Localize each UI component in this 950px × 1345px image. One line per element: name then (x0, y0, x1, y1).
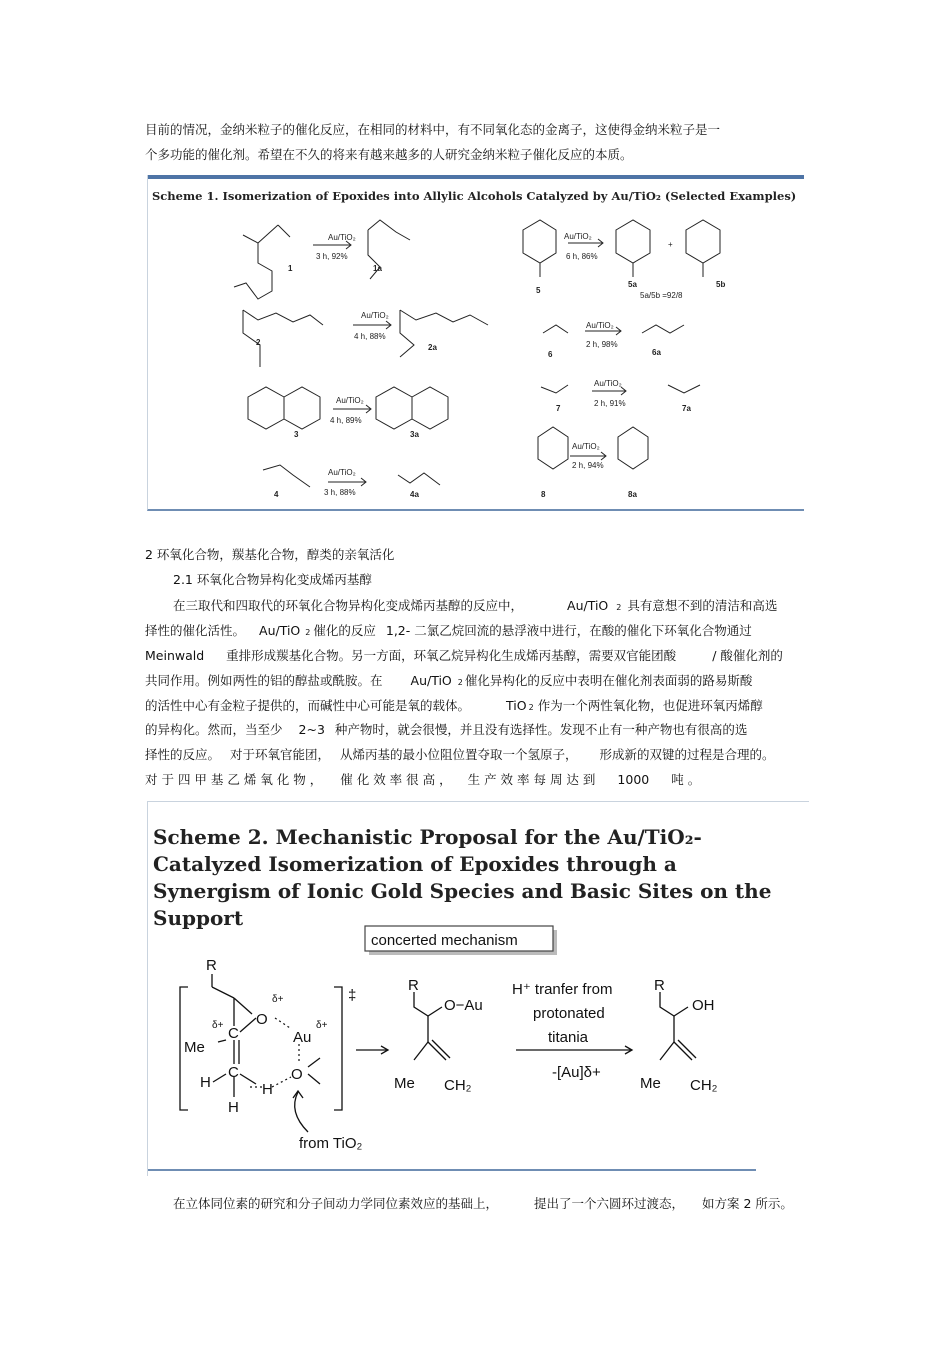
body-line-2: 择性的催化活性。 Au/TiO 2 催化的反应 1,2- 二氯乙烷回流的悬浮液中进行，在酸的催化下环氧化合物通过 (145, 623, 752, 638)
section-subheading: 2.1 环氧化合物异构化变成烯丙基醇 (173, 572, 372, 587)
scheme-1-structures (148, 175, 804, 509)
s1-cond-6: 2 h, 98% (586, 340, 618, 349)
s1-label-6a: 6a (652, 348, 661, 357)
ts-H3: H (228, 1099, 239, 1116)
s1-cat-7: Au/TiO₂ (594, 379, 622, 388)
ts-from-tio2: from TiO₂ (299, 1135, 363, 1152)
concerted-label: concerted mechanism (371, 932, 518, 949)
scheme-2-mechanism (148, 802, 809, 1176)
ts-R: R (206, 957, 217, 974)
s1-label-2a: 2a (428, 343, 437, 352)
s1-label-5a: 5a (628, 280, 637, 289)
ts-O1: O (256, 1011, 268, 1028)
s1-label-6: 6 (548, 350, 553, 359)
s1-label-3: 3 (294, 430, 299, 439)
s1-label-4: 4 (274, 490, 279, 499)
s1-plus: + (668, 240, 673, 249)
int-OAu: O−Au (444, 997, 483, 1014)
s1-ratio-5: 5a/5b =92/8 (640, 291, 683, 300)
body-line-8: 对 于 四 甲 基 乙 烯 氧 化 物 ， 催 化 效 率 很 高 ， 生 产 效 率 每 周 达 到 1000 吨 。 (145, 772, 701, 787)
prod-Me: Me (640, 1075, 661, 1092)
s1-label-8a: 8a (628, 490, 637, 499)
section-heading: 2 环氧化合物，羰基化合物，醇类的亲氧活化 (145, 547, 395, 562)
s1-label-7: 7 (556, 404, 561, 413)
prod-OH: OH (692, 997, 715, 1014)
s1-cond-7: 2 h, 91% (594, 399, 626, 408)
int-R: R (408, 977, 419, 994)
ts-C2: C (228, 1064, 239, 1081)
scheme-2-bottombar (148, 1169, 756, 1171)
s1-cat-1: Au/TiO₂ (328, 233, 356, 242)
arrow-label-1: H⁺ tranfer from (512, 981, 613, 998)
ts-C1: C (228, 1025, 239, 1042)
arrow-below: -[Au]δ+ (552, 1064, 601, 1081)
body-line-6: 的异构化。然而，当至少 2~3 种产物时，就会很慢，并且没有选择性。发现不止有一种产物也有很高的选 (145, 722, 748, 737)
s1-cat-6: Au/TiO₂ (586, 321, 614, 330)
body-line-7: 择性的反应。 对于环氧官能团， 从烯丙基的最小位阻位置夺取一个氢原子， 形成新的双键的过程是合理的。 (145, 747, 775, 762)
ts-Me: Me (184, 1039, 205, 1056)
s1-label-1a: 1a (373, 264, 382, 273)
intro-line-2: 个多功能的催化剂。希望在不久的将来有越来越多的人研究金纳米粒子催化反应的本质。 (145, 147, 633, 162)
body-line-4: 共同作用。例如两性的铝的醇盐或酰胺。在 Au/TiO 2 催化异构化的反应中表明在催化剂表面弱的路易斯酸 (145, 673, 753, 688)
s1-label-3a: 3a (410, 430, 419, 439)
prod-R: R (654, 977, 665, 994)
s1-cond-5: 6 h, 86% (566, 252, 598, 261)
s1-cat-4: Au/TiO₂ (328, 468, 356, 477)
closing-line: 在立体同位素的研究和分子间动力学同位素效应的基础上， 提出了一个六圆环过渡态， 如方案 2 所示。 (173, 1196, 793, 1211)
int-CH2: CH₂ (444, 1077, 472, 1094)
s1-label-8: 8 (541, 490, 546, 499)
prod-CH2: CH₂ (690, 1077, 718, 1094)
s1-cond-8: 2 h, 94% (572, 461, 604, 470)
s1-label-4a: 4a (410, 490, 419, 499)
ts-delta-au: δ+ (316, 1020, 328, 1031)
s1-cond-1: 3 h, 92% (316, 252, 348, 261)
s1-cat-2: Au/TiO₂ (361, 311, 389, 320)
s1-cond-4: 3 h, 88% (324, 488, 356, 497)
arrow-label-2: protonated (533, 1005, 605, 1022)
ts-delta-o: δ+ (272, 994, 284, 1005)
body-line-1: 在三取代和四取代的环氧化合物异构化变成烯丙基醇的反应中， Au/TiO 2 具有意想不到的清洁和高选 (173, 598, 778, 613)
scheme-2-title: Scheme 2. Mechanistic Proposal for the Au/TiO₂-Catalyzed Isomerization of Epoxides through a Synergism of Ionic Gold Species and Basic Sites on the Support (153, 825, 772, 930)
int-Me: Me (394, 1075, 415, 1092)
scheme-2-figure (147, 801, 809, 1176)
s1-label-5: 5 (536, 286, 541, 295)
scheme-1-figure (147, 175, 804, 511)
ts-H2: H (262, 1081, 273, 1098)
arrow-label-3: titania (548, 1029, 589, 1046)
s1-cond-3: 4 h, 89% (330, 416, 362, 425)
s1-label-2: 2 (256, 338, 261, 347)
body-line-3: Meinwald 重排形成羰基化合物。另一方面，环氧乙烷异构化生成烯丙基醇，需要双官能团酸 / 酸催化剂的 (145, 648, 783, 663)
ts-delta-c: δ+ (212, 1020, 224, 1031)
ts-Au: Au (293, 1029, 312, 1046)
s1-cond-2: 4 h, 88% (354, 332, 386, 341)
s1-label-7a: 7a (682, 404, 691, 413)
ts-ddagger: ‡ (348, 987, 357, 1004)
body-line-5: 的活性中心有金粒子提供的，而碱性中心可能是氧的载体。 TiO 2 作为一个两性氧化物，也促进环氧丙烯醇 (145, 698, 763, 713)
s1-cat-8: Au/TiO₂ (572, 442, 600, 451)
intro-line-1: 目前的情况，金纳米粒子的催化反应，在相同的材料中，有不同氧化态的金离子，这使得金纳米粒子是一 (145, 122, 721, 137)
ts-H1: H (200, 1074, 211, 1091)
scheme-1-title: Scheme 1. Isomerization of Epoxides into Allylic Alcohols Catalyzed by Au/TiO₂ (Selected Examples) (152, 189, 797, 203)
ts-O2: O (291, 1066, 303, 1083)
s1-label-1: 1 (288, 264, 293, 273)
s1-cat-3: Au/TiO₂ (336, 396, 364, 405)
s1-label-5b: 5b (716, 280, 726, 289)
s1-cat-5: Au/TiO₂ (564, 232, 592, 241)
